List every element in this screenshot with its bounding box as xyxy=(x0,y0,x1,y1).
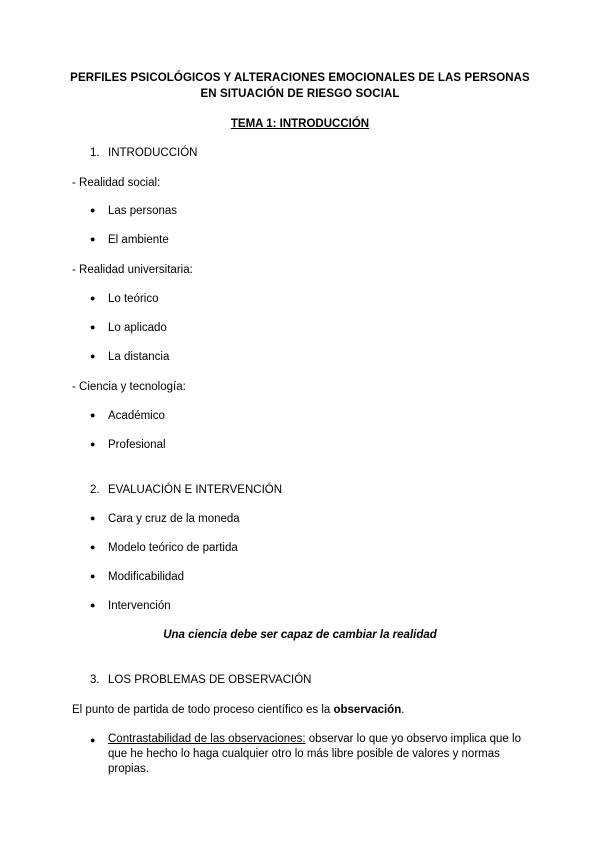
section-3-heading xyxy=(90,674,311,686)
document-subtitle: TEMA 1: INTRODUCCIÓN xyxy=(230,118,370,130)
bullet-icon: ● xyxy=(90,410,96,420)
bullet-icon: ● xyxy=(90,205,96,215)
group-label: - Realidad universitaria: xyxy=(72,264,193,276)
emphasis-quote: Una ciencia debe ser capaz de cambiar la realidad xyxy=(163,629,437,641)
list-item: ● Intervención xyxy=(90,600,171,612)
list-item: ● Lo aplicado xyxy=(90,322,167,334)
section-1-title: INTRODUCCIÓN xyxy=(108,147,198,159)
title-line-1: PERFILES PSICOLÓGICOS Y ALTERACIONES EMOCIONALES DE LAS PERSONAS xyxy=(70,72,530,84)
list-item: ● El ambiente xyxy=(90,234,169,246)
list-item: ● Modelo teórico de partida xyxy=(90,542,238,554)
list-item: ● La distancia xyxy=(90,351,170,363)
underlined-term: Contrastabilidad de las observaciones: xyxy=(108,733,306,745)
group-label: - Realidad social: xyxy=(72,177,161,189)
section-2-title: EVALUACIÓN E INTERVENCIÓN xyxy=(108,484,283,496)
bullet-icon: ● xyxy=(90,513,96,523)
section-2-number: 2. xyxy=(90,484,100,496)
bullet-icon: ● xyxy=(90,322,96,332)
document-title xyxy=(60,70,540,102)
bullet-icon: ● xyxy=(90,439,96,449)
list-item: ● Modificabilidad xyxy=(90,571,185,583)
title-line-2: EN SITUACIÓN DE RIESGO SOCIAL xyxy=(200,88,400,100)
list-item: ● Profesional xyxy=(90,439,166,451)
bullet-icon: ● xyxy=(90,542,96,552)
section-3-number: 3. xyxy=(90,674,100,686)
list-item: ● Académico xyxy=(90,410,165,422)
list-item: ● Cara y cruz de la moneda xyxy=(90,513,240,525)
bullet-icon: ● xyxy=(90,571,96,581)
list-item: ● Lo teórico xyxy=(90,293,159,305)
bullet-icon: ● xyxy=(90,735,96,745)
bold-term: observación xyxy=(333,704,402,716)
bullet-icon: ● xyxy=(90,234,96,244)
paragraph: El punto de partida de todo proceso científico es la observación. xyxy=(72,704,405,716)
section-1-heading xyxy=(90,147,197,159)
bullet-icon: ● xyxy=(90,600,96,610)
section-2-heading xyxy=(90,484,282,496)
section-3-title: LOS PROBLEMAS DE OBSERVACIÓN xyxy=(108,674,312,686)
group-label: - Ciencia y tecnología: xyxy=(72,381,186,393)
list-item: ● Contrastabilidad de las observaciones: observar lo que yo observo implica que lo que he hecho lo haga cualquier otro lo más libre posible de valores y normas propias. xyxy=(90,733,521,775)
bullet-icon: ● xyxy=(90,351,96,361)
bullet-icon: ● xyxy=(90,293,96,303)
list-item: ● Las personas xyxy=(90,205,178,217)
section-1-number: 1. xyxy=(90,147,100,159)
